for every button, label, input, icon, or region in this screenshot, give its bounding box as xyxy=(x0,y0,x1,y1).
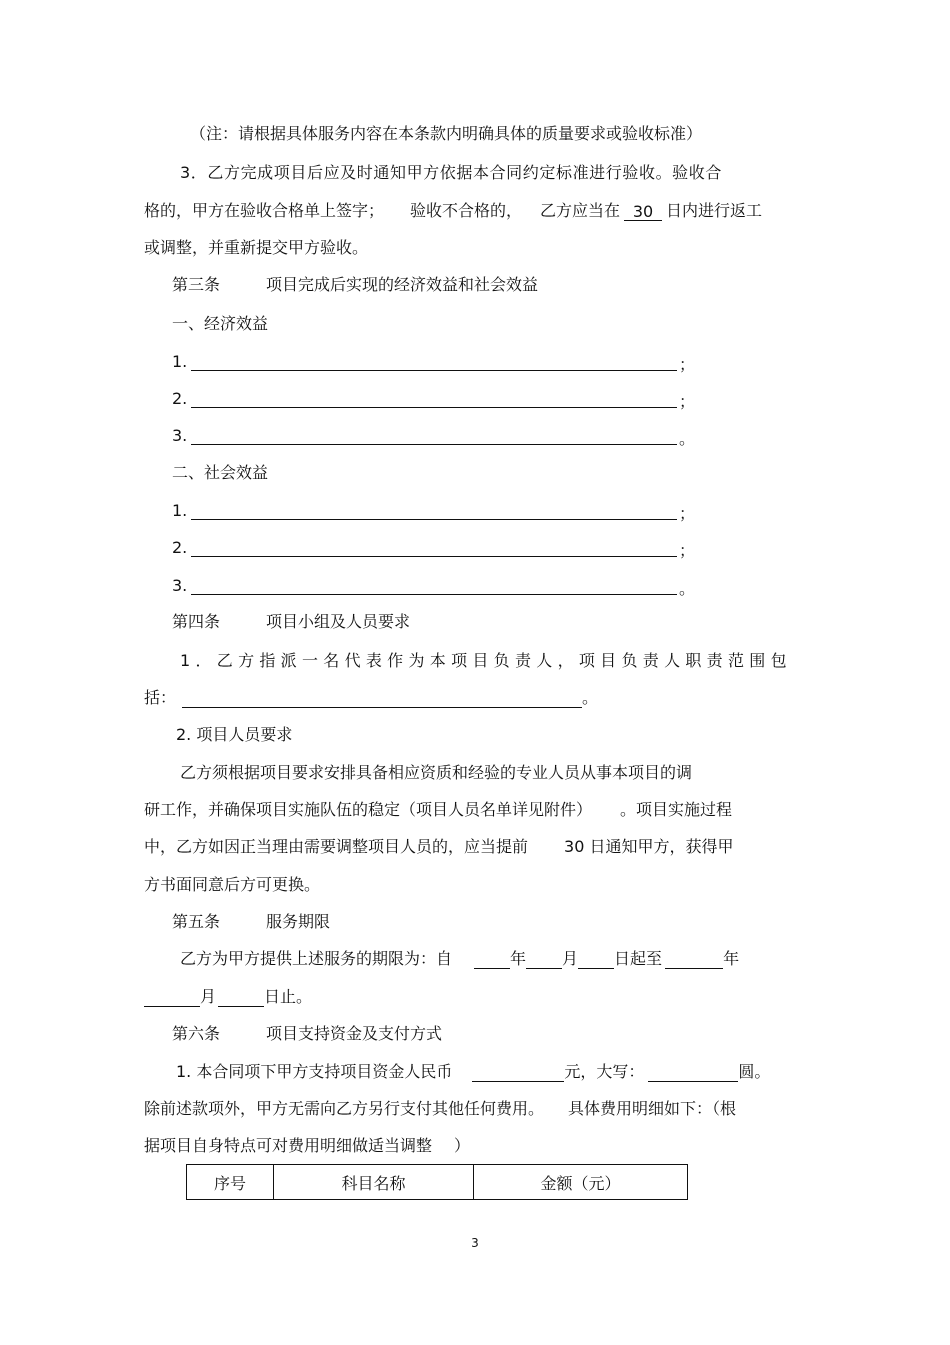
item-number: 2. xyxy=(172,538,188,557)
header-serial: 序号 xyxy=(187,1165,274,1200)
article4-p1-line1: 1．乙方指派一名代表作为本项目负责人，项目负责人职责范围包 xyxy=(180,651,792,670)
end-day-label: 日止。 xyxy=(264,987,313,1006)
article6-heading xyxy=(172,1024,442,1044)
article6-number: 第六条 xyxy=(172,1024,221,1043)
clause3-line2 xyxy=(144,201,762,221)
article6-line1 xyxy=(176,1062,770,1082)
end-month-field xyxy=(144,988,200,1007)
blank-line xyxy=(191,407,677,408)
table-header-row xyxy=(187,1165,688,1200)
line2-text-a: 除前述款项外，甲方无需向乙方另行支付其他任何费用。 xyxy=(144,1099,545,1118)
note-text: （注：请根据具体服务内容在本条款内明确具体的质量要求或验收标准） xyxy=(190,124,703,143)
article4-p2-line2 xyxy=(144,800,732,820)
social-item-3 xyxy=(172,576,696,598)
start-month-field xyxy=(526,950,562,969)
funding-label: 1. 本合同项下甲方支持项目资金人民币 xyxy=(176,1062,453,1081)
blank-line xyxy=(191,370,677,371)
social-item-2 xyxy=(172,538,696,560)
blank-line xyxy=(191,594,677,595)
social-item-1 xyxy=(172,501,696,523)
responsibility-label: 括： xyxy=(144,688,177,707)
year-label: 年 xyxy=(510,949,527,968)
item-punct: ； xyxy=(679,541,696,560)
p2-line2-text-b: 。项目实施过程 xyxy=(620,800,733,819)
clause3-line3: 或调整，并重新提交甲方验收。 xyxy=(144,238,369,257)
start-year-field xyxy=(474,950,510,969)
item-punct: 。 xyxy=(679,579,696,598)
line3-text-a: 据项目自身特点可对费用明细做适当调整 xyxy=(144,1136,433,1155)
article4-p2-line1: 乙方须根据项目要求安排具备相应资质和经验的专业人员从事本项目的调 xyxy=(180,763,693,782)
article3-title: 项目完成后实现的经济效益和社会效益 xyxy=(266,275,539,294)
social-heading: 二、社会效益 xyxy=(172,463,269,482)
blank-line xyxy=(191,444,677,445)
article4-p2-line3 xyxy=(144,837,733,857)
article4-p2-heading: 2. 项目人员要求 xyxy=(176,725,293,744)
clause3-text-a: 格的，甲方在验收合格单上签字； xyxy=(144,201,385,220)
line3-text-b: ） xyxy=(454,1136,471,1155)
day-from-label: 日起至 xyxy=(614,949,663,968)
item-number: 1. xyxy=(172,501,188,520)
responsibility-end: 。 xyxy=(582,688,599,707)
amount-words-field xyxy=(648,1063,738,1082)
article5-line2 xyxy=(144,987,312,1007)
article6-line3 xyxy=(144,1136,470,1156)
economic-item-2 xyxy=(172,389,696,411)
article5-title: 服务期限 xyxy=(266,912,331,931)
item-punct: ； xyxy=(679,392,696,411)
item-number: 3. xyxy=(172,426,188,445)
line2-text-b: 具体费用明细如下：（根 xyxy=(568,1099,737,1118)
clause3-text-b: 验收不合格的， xyxy=(410,201,523,220)
article4-heading xyxy=(172,612,410,632)
article3-number: 第三条 xyxy=(172,275,221,294)
clause3-text-d: 日内进行返工 xyxy=(666,201,763,220)
period-label: 乙方为甲方提供上述服务的期限为：自 xyxy=(180,949,453,968)
article4-number: 第四条 xyxy=(172,612,221,631)
article4-p1-line2 xyxy=(144,688,598,708)
article5-heading xyxy=(172,912,330,932)
clause3-line1: 3．乙方完成项目后应及时通知甲方依据本合同约定标准进行验收。验收合 xyxy=(180,163,722,182)
article4-title: 项目小组及人员要求 xyxy=(266,612,411,631)
item-number: 3. xyxy=(172,576,188,595)
p2-line3-text-a: 中，乙方如因正当理由需要调整项目人员的，应当提前 xyxy=(144,837,529,856)
blank-line xyxy=(191,556,677,557)
article3-heading xyxy=(172,275,538,295)
start-day-field xyxy=(578,950,614,969)
item-number: 1. xyxy=(172,352,188,371)
yuan-words-end: 圆。 xyxy=(738,1062,771,1081)
article4-p2-line4: 方书面同意后方可更换。 xyxy=(144,875,321,894)
header-amount: 金额（元） xyxy=(474,1165,688,1200)
end-day-field xyxy=(218,988,264,1007)
item-punct: ； xyxy=(679,504,696,523)
article5-number: 第五条 xyxy=(172,912,221,931)
end-year-field xyxy=(665,950,723,969)
economic-heading: 一、经济效益 xyxy=(172,314,269,333)
end-year-label: 年 xyxy=(723,949,740,968)
economic-item-3 xyxy=(172,426,696,448)
clause3-text-c: 乙方应当在 xyxy=(540,201,621,220)
item-number: 2. xyxy=(172,389,188,408)
article6-line2 xyxy=(144,1099,736,1119)
p2-line2-text-a: 研工作，并确保项目实施队伍的稳定（项目人员名单详见附件） xyxy=(144,800,593,819)
yuan-label: 元，大写： xyxy=(564,1062,645,1081)
fee-table xyxy=(186,1164,688,1200)
page-number: 3 xyxy=(471,1236,479,1250)
end-month-label: 月 xyxy=(200,987,217,1006)
economic-item-1 xyxy=(172,352,696,374)
item-punct: 。 xyxy=(679,429,696,448)
month-label: 月 xyxy=(562,949,579,968)
blank-line xyxy=(191,519,677,520)
responsibility-blank xyxy=(182,689,582,708)
article5-line1 xyxy=(180,949,739,969)
item-punct: ； xyxy=(679,355,696,374)
header-item-name: 科目名称 xyxy=(274,1165,474,1200)
article6-title: 项目支持资金及支付方式 xyxy=(266,1024,443,1043)
p2-line3-text-b: 30 日通知甲方，获得甲 xyxy=(564,837,734,856)
amount-figures-field xyxy=(472,1063,564,1082)
clause3-days-field: 30 xyxy=(624,202,662,221)
